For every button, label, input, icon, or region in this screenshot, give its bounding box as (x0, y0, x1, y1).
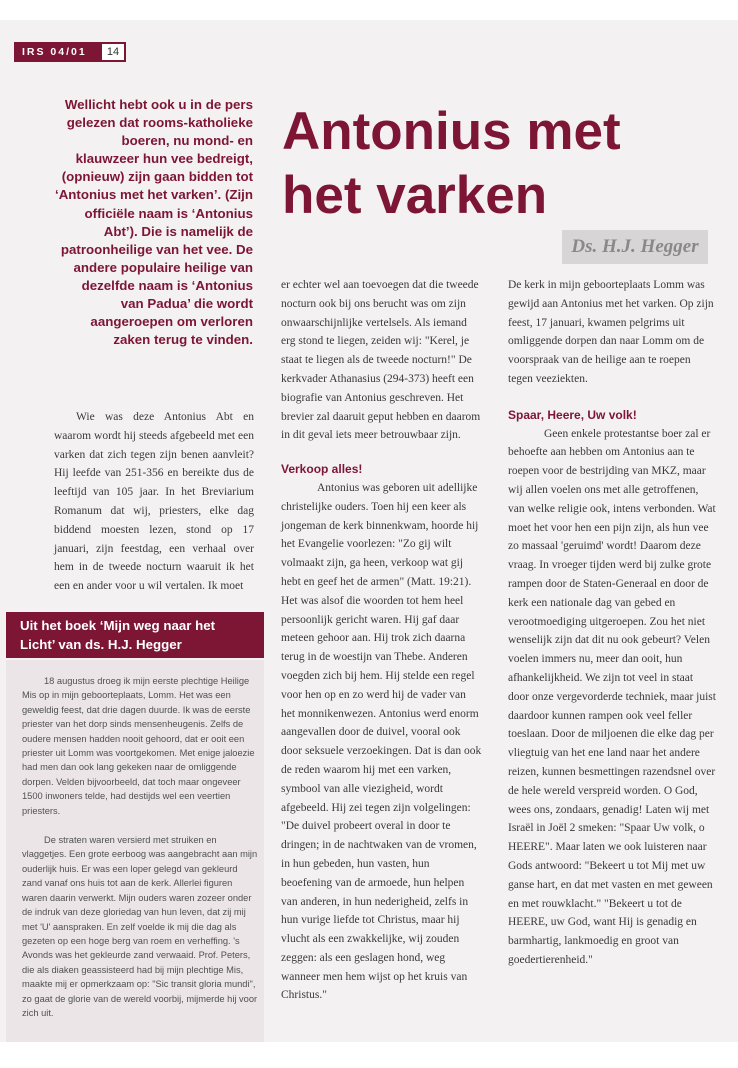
sidebar-paragraph-2: De straten waren versierd met struiken en vlaggetjes. Een grote eerboog was aangebracht aan mijn ouderlijk huis. Er was een loper gelegd van gekleurd zand vanaf ons huis tot aan de kerk. Allerlei figuren waren daarin verwerkt. Mijn ouders waren zozeer onder de indruk van deze gloriedag van hun leven, dat zij mij met 'U' aanspraken. En zelf voelde ik mij die dag als gezeten op een hoge berg van roem en verheffing. 's Avonds was het gekleurde zand verwaaid. Prof. Peters, die als diaken geassisteerd had bij mijn plechtige Mis, maakte mij er opmerkzaam op: "Sic transit gloria mundi", zo gaat de glorie van de wereld voorbij, mijmerde hij voor zich uit. (22, 835, 258, 1018)
page-number: 14 (100, 42, 126, 62)
column-3 (508, 276, 716, 970)
author-byline: Ds. H.J. Hegger (562, 230, 708, 264)
magazine-page (0, 20, 738, 1042)
page-header (14, 42, 126, 62)
col3-paragraph-2: Geen enkele protestantse boer zal er behoefte aan hebben om Antonius aan te roepen voor de bestrijding van MKZ, maar wij allen voelen ons met alle getroffenen, van welke religie ook, intens verbonden. Wat moet het voor hen een pijn zijn, als hun vee zo massaal 'geruimd' wordt! Daarom deze vraag. In vroeger tijden werd bij zulke grote rampen door de Staten-Generaal en door de kerk een nationale dag van gebed en verootmoediging uitgeroepen. Zou het niet wenselijk zijn dat dit nu ook gebeurt? Velen voelen immers nu, meer dan ooit, hun afhankelijkheid. We zijn tot veel in staat door onze vergevorderde techniek, maar juist daardoor kunnen rampen ook veel feller toeslaan. Door de miljoenen die elke dag per vliegtuig van het ene land naar het andere reizen, kunnen besmettingen razendsnel over de hele wereld verspreid worden. O God, wees ons, zondaars, genadig! Laten wij met Israël in Joël 2 smeken: "Spaar Uw volk, o HEERE". Maar laten we ook luisteren naar Gods antwoord: "Bekeert u tot Mij met uw ganse hart, en dat met vasten en met geween en met rouwklacht." "Bekeert u tot de HEERE, uw God, want Hij is genadig en barmhartig, lankmoedig en groot van goedertierenheid." (508, 427, 716, 966)
col2-subheading: Verkoop alles! (281, 462, 363, 477)
title-line-2: het varken (282, 166, 548, 225)
sidebar-text (22, 674, 260, 1035)
col2-paragraph-1: er echter wel aan toevoegen dat die tweede nocturn ook bij ons berucht was om zijn onwaarschijnlijke vertelsels. Als iemand erg stond te liegen, zeiden wij: "Kerel, je staat te liegen als de tweede nocturn!" De kerkvader Athanasius (294-373) heeft een biografie van Antonius geschreven. Het brevier zal daaruit geput hebben en daarom in dit geval iets meer betrouwbaar zijn. (281, 279, 481, 442)
col2-paragraph-2: Antonius was geboren uit adellijke christelijke ouders. Toen hij een keer als jongeman de kerk binnenkwam, hoorde hij het Evangelie voorlezen: "Zo gij wilt volmaakt zijn, ga heen, verkoop wat gij hebt en geef het de armen" (Matt. 19:21). Het was alsof die woorden tot hem heel persoonlijk gericht waren. Hij gaf daar meteen gehoor aan. Hij trok zich daarna terug in de woestijn van Thebe. Anderen voegden zich bij hem. Hij stelde een regel voor hen op en zo werd hij de vader van het monnikenwezen. Antonius werd enorm aangevallen door de duivel, vooral ook door seksuele verzoekingen. Dat is dan ook de reden waarom hij met een varken, symbool van alle viezigheid, wordt afgebeeld. Hij zei tegen zijn volgelingen: "De duivel probeert overal in door te dringen; in de nachtwaken van de vromen, in hun gebeden, hun vasten, hun beoefening van de armoede, hun helpen van anderen, in hun nederigheid, zelfs in hun vurige liefde tot Christus, maar hij vlucht als een zwakkelijke, wij zouden zeggen: als een geslagen hond, weg wanneer men hem wijst op het kruis van Christus." (281, 481, 482, 1002)
issue-label: IRS 04/01 (14, 42, 100, 62)
column-1 (54, 408, 254, 596)
column-2 (281, 276, 482, 1005)
col3-paragraph-1: De kerk in mijn geboorteplaats Lomm was gewijd aan Antonius met het varken. Op zijn feest, 17 januari, kwamen pelgrims uit omliggende dorpen dan naar Lomm om de voorspraak van de heilige aan te roepen tegen veeziekten. (508, 279, 714, 385)
title-line-1: Antonius met (282, 102, 621, 161)
col3-subheading: Spaar, Heere, Uw volk! (508, 407, 637, 422)
sidebar-paragraph-1: 18 augustus droeg ik mijn eerste plechtige Heilige Mis op in mijn geboorteplaats, Lomm. Het was een geweldig feest, dat drie dagen duurde. Ik was de eerste priester van het dorp sinds mensenheugenis. Zelfs de oudere mensen hadden nooit gehoord, dat er ooit een priester uit Lomm was voortgekomen. Met enige jaloezie had men dan ook lang gekeken naar de omliggende dorpen. Velden bijvoorbeeld, dat toch maar ongeveer 1500 inwoners telde, had destijds wel een veertien priesters. (22, 676, 255, 816)
sidebar-heading: Uit het boek ‘Mijn weg naar het Licht’ van ds. H.J. Hegger (6, 612, 264, 658)
article-intro: Wellicht hebt ook u in de pers gelezen dat rooms-katholieke boeren, nu mond- en klauwzeer hun vee bedreigt, (opnieuw) zijn gaan bidden tot ‘Antonius met het varken’. (Zijn officiële naam is ‘Antonius Abt’). Die is namelijk de patroonheilige van het vee. De andere populaire heilige van dezelfde naam is ‘Antonius van Padua’ die wordt aangeroepen om verloren zaken terug te vinden. (55, 97, 253, 348)
sidebar-box (6, 660, 264, 1042)
col1-paragraph: Wie was deze Antonius Abt en waarom wordt hij steeds afgebeeld met een varken dat zich tegen zijn benen aanvleit? Hij leefde van 251-356 en bereikte dus de leeftijd van 105 jaar. In het Breviarium Romanum dat wij, priesters, elke dag biddend moesten lezen, stond op 17 januari, zijn feestdag, een verhaal over hem in de tweede nocturn waaruit ik het een en ander voor u wil vertalen. Ik moet (54, 411, 254, 593)
article-title (282, 100, 722, 228)
